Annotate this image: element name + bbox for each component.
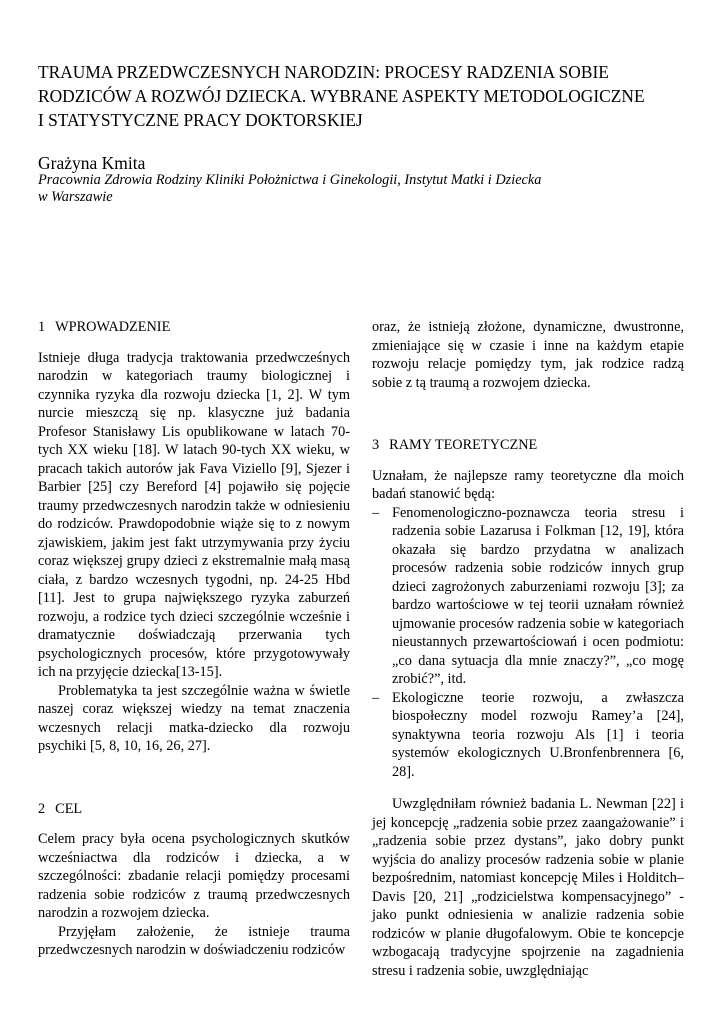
body-paragraph: Celem pracy była ocena psychologicznych skutków wcześniactwa dla rodziców i dziecka, a w szczególności: zbadanie relacji pomiędzy procesami radzenia sobie rodziców z traumą przedwczesnych narodzin a rozwojem dziecka. [38,831,350,921]
title-line: TRAUMA PRZEDWCZESNYCH NARODZIN: PROCESY RADZENIA SOBIE [38,62,609,82]
section-heading-framework [372,436,684,455]
framework-list [372,504,684,782]
list-item-text: Fenomenologiczno-poznawcza teoria stresu i radzenia sobie Lazarusa i Folkman [12, 19], która okazała się bardzo przydatna w analizach procesów radzenia sobie rodziców innych grup dzieci zagrożonych zaburzeniami rozwoju [3]; za bardzo wartościowe w tej teorii uznałam również ujmowanie procesów radzenia sobie w kategoriach nieustannych przewartościowań i ocen podmiotu: „co dana sytuacja dla mnie znaczy?”, „co mogę zrobić?”, itd. [392,504,684,687]
dash-bullet: – [372,689,380,706]
body-paragraph: Istnieje długa tradycja traktowania przedwcześnych narodzin w kategoriach traumy biologicznej i czynnika ryzyka dla rozwoju dziecka [1, 2]. W tym nurcie mieszczą się np. klasyczne już badania Profesor Stanisławy Lis opublikowane w latach 70-tych XX wieku [18]. W latach 90-tych XX wieku, w pracach takich autorów jak Fava Viziello [9], Sjezer i Barbier [25] czy Bereford [4] pojawiło się pojęcie traumy przedwczesnych narodzin także w odniesieniu do rodziców. Prawdopodobnie wiąże się to z nowym zjawiskiem, jakim jest fakt utrzymywania przy życiu coraz większej grupy dzieci z ekstremalnie małą masą ciała, z bardzo wczesnych tygodni, np. 24-25 Hbd [11]. Jest to grupa największego ryzyka zaburzeń rozwoju, a rodzice tych dzieci szczególnie wcześnie i dramatycznie doświadczają przerwania tych psychologicznych procesów, które przygotowywały ich na przyjęcie dziecka[13-15]. [38,349,350,680]
author-affiliation [38,172,688,206]
affiliation-line: w Warszawie [38,189,113,205]
section-number: 3 [372,437,380,453]
list-item [372,689,684,782]
body-paragraph: Problematyka ta jest szczególnie ważna w świetle naszej coraz większej wiedzy na temat znaczenia wczesnych relacji matka-dziecko dla rozwoju psychiki [5, 8, 10, 16, 26, 27]. [38,682,350,754]
left-column [38,318,350,960]
list-item-text: Ekologiczne teorie rozwoju, a zwłaszcza biospołeczny model rozwoju Ramey’a [24], synaktywna teoria rozwoju Als [1] i teoria systemów ekologicznych U.Bronfenbrennera [6, 28]. [392,689,684,780]
title-line: I STATYSTYCZNE PRACY DOKTORSKIEJ [38,110,363,130]
section-heading-goal [38,800,350,819]
body-paragraph: Uznałam, że najlepsze ramy teoretyczne dla moich badań stanowić będą: [372,467,684,502]
paper-title [38,60,698,132]
affiliation-line: Pracownia Zdrowia Rodziny Kliniki Położnictwa i Ginekologii, Instytut Matki i Dziecka [38,172,542,188]
section-title: CEL [55,800,83,817]
section-title: RAMY TEORETYCZNE [389,437,538,453]
right-column [372,318,684,980]
list-item [372,504,684,689]
title-line: RODZICÓW A ROZWÓJ DZIECKA. WYBRANE ASPEKTY METODOLOGICZNE [38,86,645,106]
section-number: 1 [38,319,46,335]
body-paragraph: Przyjęłam założenie, że istnieje trauma przedwczesnych narodzin w doświadczeniu rodziców [38,923,350,958]
body-paragraph-continued: oraz, że istnieją złożone, dynamiczne, dwustronne, zmieniające się w czasie i inne na każdym etapie rozwoju relacje pomiędzy tym, jak rodzice radzą sobie z tą traumą a rozwojem dziecka. [372,319,684,391]
section-heading-introduction [38,318,350,337]
body-paragraph: Uwzględniłam również badania L. Newman [22] i jej koncepcję „radzenia sobie przez zaangażowanie” i „radzenia sobie przez dystans”, jako dobry punkt wyjścia do analizy procesów radzenia sobie w planie bezpośrednim, natomiast koncepcję Miles i Holditch–Davis [20, 21] „rodzicielstwa kompensacyjnego” - jako punkt odniesienia w analizie radzenia sobie rodziców w planie długofalowym. Obie te koncepcje wzbogacają tradycyjne spojrzenie na zagadnienia stresu i radzenia sobie, uwzględniając [372,796,684,979]
section-number: 2 [38,800,46,817]
author-name: Grażyna Kmita [38,153,146,173]
dash-bullet: – [372,504,380,521]
section-title: WPROWADZENIE [55,319,171,335]
